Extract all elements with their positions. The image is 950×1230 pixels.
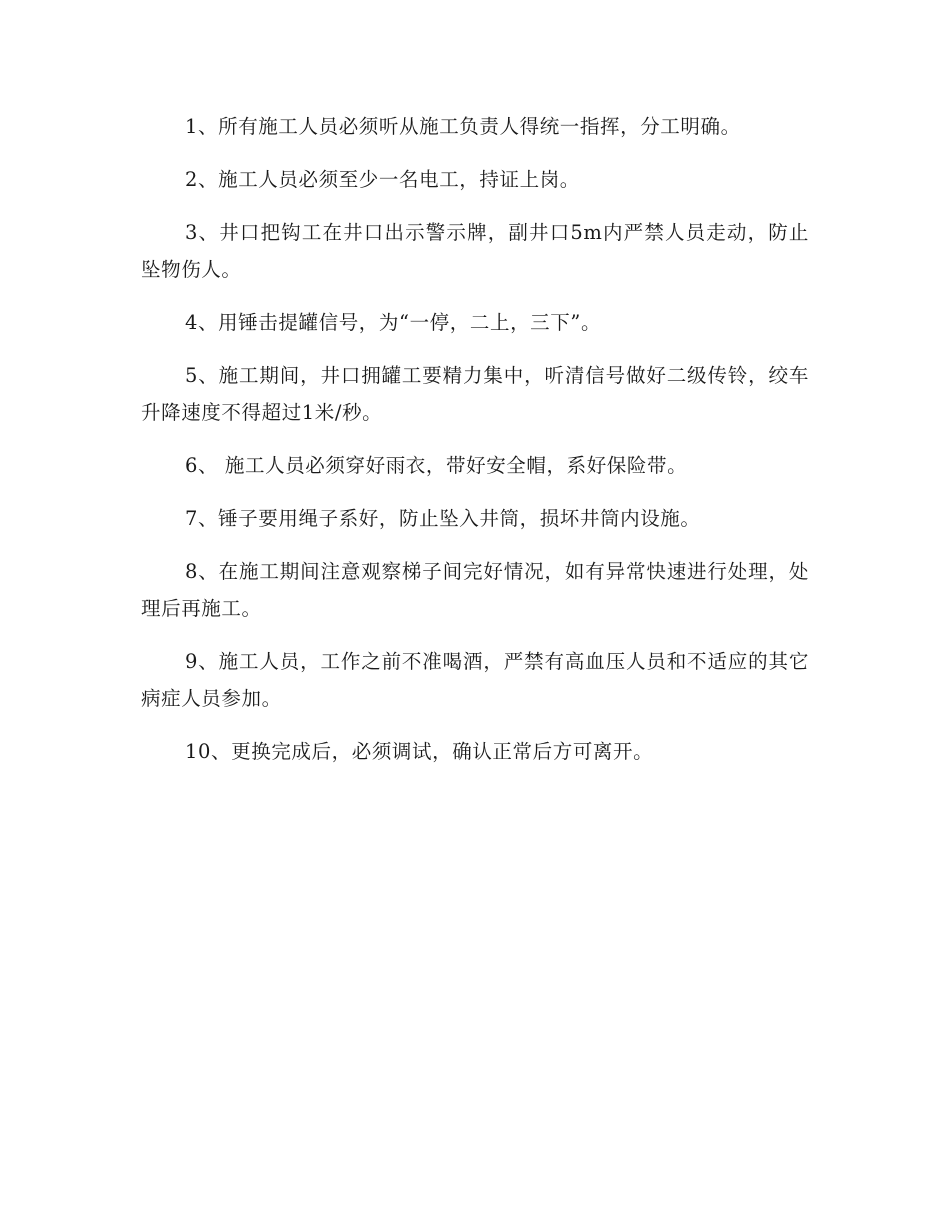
document-body <box>141 108 809 786</box>
paragraph-6: 6、 施工人员必须穿好雨衣，带好安全帽，系好保险带。 <box>185 454 688 477</box>
paragraph-10: 10、更换完成后，必须调试，确认正常后方可离开。 <box>185 740 654 763</box>
paragraph-8: 8、在施工期间注意观察梯子间完好情况，如有异常快速进行处理，处理后再施工。 <box>141 560 809 620</box>
paragraph-5: 5、施工期间，井口拥罐工要精力集中，听清信号做好二级传铃，绞车升降速度不得超过1米/秒。 <box>141 364 809 424</box>
paragraph-9: 9、施工人员，工作之前不准喝酒，严禁有高血压人员和不适应的其它病症人员参加。 <box>141 650 809 710</box>
paragraph-4: 4、用锤击提罐信号，为“一停，二上，三下”。 <box>185 311 602 334</box>
paragraph-2: 2、施工人员必须至少一名电工，持证上岗。 <box>185 168 580 191</box>
paragraph-3: 3、井口把钩工在井口出示警示牌，副井口5m内严禁人员走动，防止坠物伤人。 <box>141 221 809 281</box>
paragraph-1: 1、所有施工人员必须听从施工负责人得统一指挥，分工明确。 <box>185 115 741 138</box>
paragraph-7: 7、锤子要用绳子系好，防止坠入井筒，损坏井筒内设施。 <box>185 507 701 530</box>
